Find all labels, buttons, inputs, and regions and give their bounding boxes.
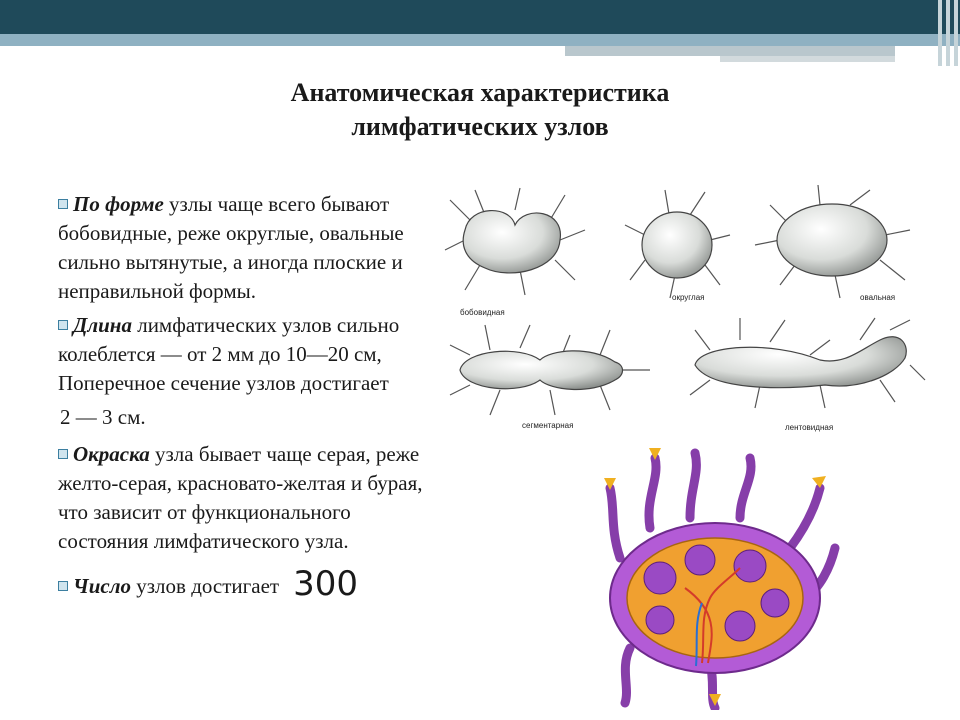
lead-shape: По форме	[73, 192, 164, 216]
banner-deco-line	[954, 0, 958, 66]
banner-light-bar	[0, 34, 960, 46]
node-bean	[463, 211, 560, 273]
paragraph-shape	[54, 190, 434, 306]
top-banner	[0, 0, 960, 70]
bullet-icon	[58, 320, 68, 330]
paragraph-number	[54, 564, 434, 604]
label-bean: бобовидная	[460, 308, 505, 317]
node-shapes-figure	[440, 180, 930, 440]
node-segmental	[460, 351, 623, 390]
text-column	[54, 190, 434, 606]
paragraph-length	[54, 311, 434, 398]
banner-deco-line	[938, 0, 942, 66]
lead-number: Число	[73, 574, 131, 598]
node-ribbon	[695, 337, 906, 388]
paragraph-text: узлы чаще всего бывают бобовидные, реже округлые, овальные сильно вытянутые, а иногда плоские и неправильной формы.	[58, 192, 404, 303]
bullet-icon	[58, 449, 68, 459]
node-section-figure	[590, 448, 840, 710]
cross-section-size: 2 — 3 см.	[60, 405, 146, 429]
slide-title	[160, 76, 800, 144]
paragraph-text: узла бывает чаще серая, реже желто-серая, красновато-желтая и бурая, что зависит от функционального состояния лимфатического узла.	[58, 442, 423, 553]
label-ribbon: лентовидная	[785, 423, 834, 432]
paragraph-text: узлов достигает	[131, 574, 280, 598]
label-round: округлая	[672, 293, 705, 302]
bullet-icon	[58, 581, 68, 591]
node-oval	[777, 204, 887, 276]
lead-color: Окраска	[73, 442, 150, 466]
node-count-number: 300	[293, 564, 358, 604]
paragraph-text: лимфатических узлов сильно колеблется — от 2 мм до 10—20 см, Поперечное сечение узлов достигает	[58, 313, 400, 395]
node-round	[642, 212, 712, 278]
paragraph-color	[54, 440, 434, 556]
banner-dark-bar	[0, 0, 960, 34]
banner-grey-bar	[565, 46, 895, 56]
label-oval: овальная	[860, 293, 896, 302]
label-segmental: сегментарная	[522, 421, 574, 430]
bullet-icon	[58, 199, 68, 209]
title-line-1: Анатомическая характеристика	[290, 78, 670, 107]
banner-grey-bar-2	[720, 56, 895, 62]
lead-length: Длина	[73, 313, 132, 337]
banner-deco-line	[946, 0, 950, 66]
title-line-2: лимфатических узлов	[351, 112, 609, 141]
